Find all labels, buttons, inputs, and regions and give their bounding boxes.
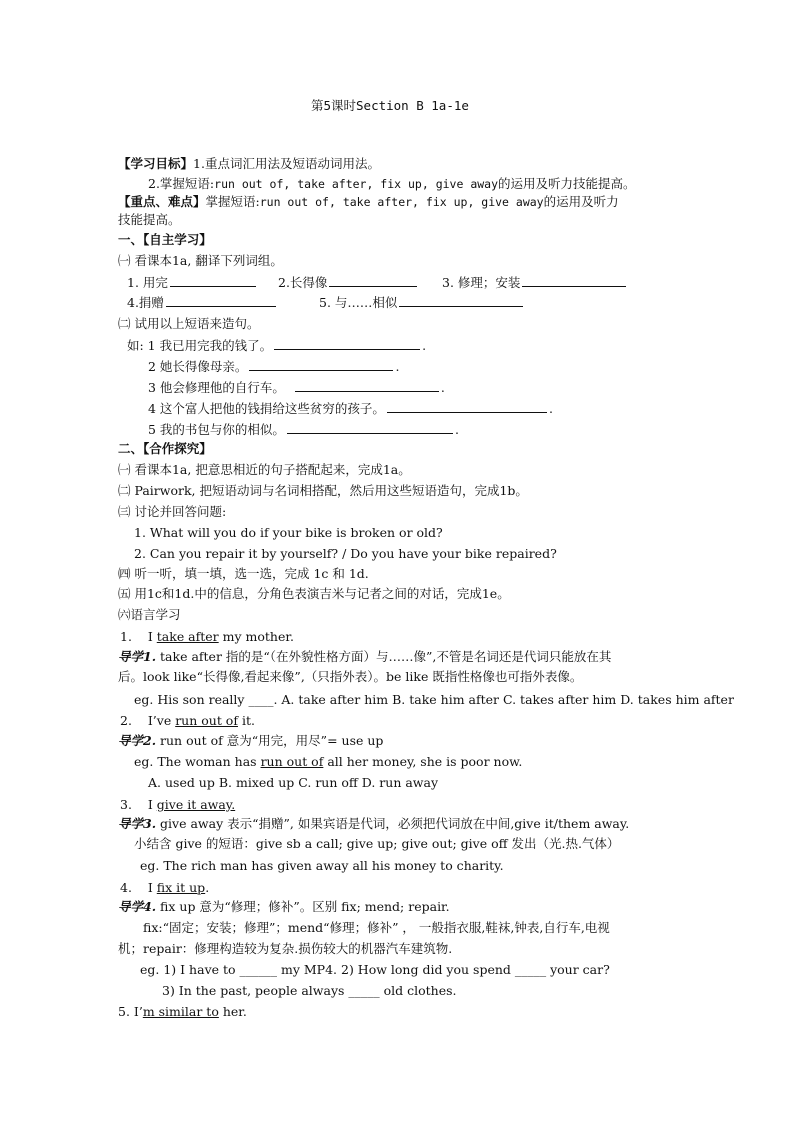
answer-blank[interactable] bbox=[399, 294, 523, 307]
vocab-item-3: 3. 修理；安装 bbox=[442, 274, 628, 291]
vocab-item-5: 5. 与……相似 bbox=[319, 294, 525, 311]
vocab-item-2: 2.长得像 bbox=[278, 274, 419, 291]
lang-item-1: 1. I take after my mother. bbox=[120, 629, 294, 644]
vocab-item-1: 1. 用完 bbox=[127, 274, 258, 291]
lang-item-2: 2. I’ve run out of it. bbox=[120, 713, 255, 728]
section2-q3: ㈢ 讨论并回答问题: bbox=[118, 504, 227, 519]
key-phrase: run out of bbox=[260, 754, 324, 769]
guide-2-options: A. used up B. mixed up C. run off D. run away bbox=[148, 775, 439, 790]
answer-blank[interactable] bbox=[295, 379, 439, 392]
guide-2-example: eg. The woman has run out of all her money, she is poor now. bbox=[134, 754, 523, 769]
section1-heading: 一、【自主学习】 bbox=[118, 232, 212, 247]
answer-blank[interactable] bbox=[329, 274, 417, 287]
sentence-1: 如: 1 我已用完我的钱了。 . bbox=[127, 338, 427, 353]
key-phrase: fix it up bbox=[156, 880, 206, 895]
guide-1-example: eg. His son really ____. A. take after him B. take him after C. takes after him D. takes him after bbox=[134, 692, 734, 707]
goals-line-2 bbox=[148, 176, 636, 192]
section2-q6: ㈥语言学习 bbox=[118, 607, 181, 622]
answer-blank[interactable] bbox=[274, 337, 420, 350]
vocab-item-4: 4.捐赠 bbox=[127, 294, 278, 311]
sentence-4: 4 这个富人把他的钱捐给这些贫穷的孩子。 . bbox=[148, 401, 553, 416]
lang-item-3: 3. I give it away. bbox=[120, 797, 236, 812]
goals-line-1 bbox=[118, 156, 380, 172]
keypoints-label: 【重点、难点】 bbox=[118, 194, 206, 209]
answer-blank[interactable] bbox=[166, 294, 276, 307]
lang-item-5: 5. I’m similar to her. bbox=[118, 1004, 247, 1019]
guide-1-line-2: 后。look like“长得像,看起来像”,（只指外表）。be like 既指性格像也可指外表像。 bbox=[118, 669, 583, 684]
key-phrase: give it away. bbox=[156, 797, 236, 812]
section2-q2: ㈡ Pairwork, 把短语动词与名词相搭配，然后用这些短语造句，完成1b。 bbox=[118, 483, 528, 498]
guide-1: 导学1. take after 指的是“（在外貌性格方面）与……像”,不管是名词还是代词只能放在其 bbox=[118, 649, 612, 664]
keypoints-prefix: 掌握短语: bbox=[205, 194, 260, 209]
guide-label: 导学1. bbox=[118, 649, 157, 664]
guide-4-line-3: 机；repair：修理构造较为复杂.损伤较大的机器汽车建筑物. bbox=[118, 941, 453, 956]
section2-q4: ㈣ 听一听，填一填，选一选，完成 1c 和 1d. bbox=[118, 566, 369, 581]
guide-label: 导学2. bbox=[118, 733, 157, 748]
guide-label: 导学4. bbox=[118, 899, 157, 914]
keypoints-line-1 bbox=[118, 194, 619, 210]
guide-4-line-2: fix:“固定；安装；修理”；mend“修理；修补” ， 一般指衣服,鞋袜,钟表,自行车,电视 bbox=[143, 920, 610, 935]
guide-3-example: eg. The rich man has given away all his money to charity. bbox=[140, 858, 504, 873]
key-phrase: take after bbox=[156, 629, 219, 644]
section2-q5: ㈤ 用1c和1d.中的信息，分角色表演吉米与记者之间的对话，完成1e。 bbox=[118, 586, 510, 601]
guide-4-example-1: eg. 1) I have to ______ my MP4. 2) How long did you spend _____ your car? bbox=[140, 962, 610, 977]
section2-q1: ㈠ 看课本1a, 把意思相近的句子搭配起来，完成1a。 bbox=[118, 462, 411, 477]
guide-2: 导学2. run out of 意为“用完，用尽”= use up bbox=[118, 733, 384, 748]
key-phrase: m similar to bbox=[142, 1004, 219, 1019]
guide-4-example-2: 3) In the past, people always _____ old clothes. bbox=[162, 983, 457, 998]
sentence-3: 3 他会修理他的自行车。 . bbox=[148, 380, 445, 395]
goals-label: 【学习目标】 bbox=[118, 156, 194, 171]
goals-item-1: 1.重点词汇用法及短语动词用法。 bbox=[193, 156, 380, 171]
sentence-5: 5 我的书包与你的相似。 . bbox=[148, 422, 459, 437]
answer-blank[interactable] bbox=[170, 274, 256, 287]
lang-item-4: 4. I fix it up. bbox=[120, 880, 210, 895]
guide-3: 导学3. give away 表示“捐赠”, 如果宾语是代词，必须把代词放在中间,give it/them away. bbox=[118, 816, 630, 831]
section1-q1: ㈠ 看课本1a, 翻译下列词组。 bbox=[118, 253, 283, 268]
goals-item-2-suffix: 的运用及听力技能提高。 bbox=[498, 176, 636, 191]
section1-q2: ㈡ 试用以上短语来造句。 bbox=[118, 316, 260, 331]
section2-heading: 二、【合作探究】 bbox=[118, 441, 212, 456]
answer-blank[interactable] bbox=[249, 358, 393, 371]
answer-blank[interactable] bbox=[387, 400, 547, 413]
answer-blank[interactable] bbox=[522, 274, 626, 287]
discussion-1: 1. What will you do if your bike is broken or old? bbox=[134, 525, 443, 540]
key-phrase: run out of bbox=[175, 713, 238, 728]
discussion-2: 2. Can you repair it by yourself? / Do you have your bike repaired? bbox=[134, 546, 557, 561]
guide-4: 导学4. fix up 意为“修理；修补”。区别 fix; mend; repair. bbox=[118, 899, 450, 914]
answer-blank[interactable] bbox=[287, 421, 453, 434]
page-title: 第5课时Section B 1a-1e bbox=[311, 98, 469, 113]
goals-phrases: run out of, take after, fix up, give away bbox=[214, 177, 499, 191]
guide-3-line-2: 小结含 give 的短语：give sb a call; give up; give out; give off 发出（光.热.气体） bbox=[134, 836, 620, 851]
keypoints-line-2: 技能提高。 bbox=[118, 212, 181, 227]
keypoints-phrases: run out of, take after, fix up, give away bbox=[259, 195, 544, 209]
guide-label: 导学3. bbox=[118, 816, 157, 831]
keypoints-suffix: 的运用及听力 bbox=[543, 194, 619, 209]
goals-item-2-prefix: 2.掌握短语: bbox=[148, 176, 215, 191]
sentence-2: 2 她长得像母亲。 . bbox=[148, 359, 400, 374]
